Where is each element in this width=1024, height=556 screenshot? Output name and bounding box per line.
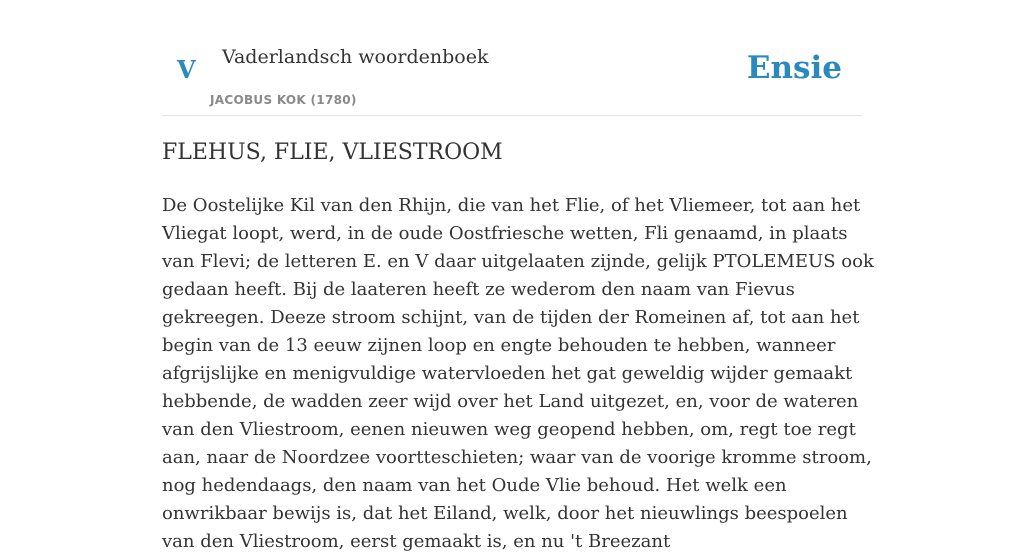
entry-body: De Oostelijke Kil van den Rhijn, die van het Flie, of het Vliemeer, tot aan het Vliegat loopt, werd, in de oude Oostfriesche wetten, Fli genaamd, in plaats van Flevi; de letteren E. en V daar uitgelaaten zijnde, gelijk PTOLEMEUS ook gedaan heeft. Bij de laateren heeft ze wederom den naam van Fievus gekreegen. Deeze stroom schijnt, van de tijden der Romeinen af, tot aan het begin van de 13 eeuw zijnen loop en engte behouden te hebben, wanneer afgrijslijke en menigvuldige watervloeden het gat geweldig wijder gemaakt hebbende, de wadden zeer wijd over het Land uitgezet, en, voor de wateren van den Vliestroom, eenen nieuwen weg geopend hebben, om, regt toe regt aan, naar de Noordzee voortteschieten; waar van de voorige kromme stroom, nog hedendaags, den naam van het Oude Vlie behoud. Het welk een onwrikbaar bewijs is, dat het Eiland, welk, door het nieuwlings beespoelen van den Vliestroom, eerst gemaakt is, en nu 't Breezant [162, 195, 874, 552]
entry-title: FLEHUS, FLIE, VLIESTROOM [162, 140, 503, 165]
brand-logo[interactable]: Ensie [746, 50, 842, 86]
book-author: JACOBUS KOK (1780) [210, 93, 357, 107]
header [162, 40, 862, 116]
book-title[interactable]: Vaderlandsch woordenboek [222, 46, 489, 68]
book-logo[interactable]: V [177, 55, 196, 84]
